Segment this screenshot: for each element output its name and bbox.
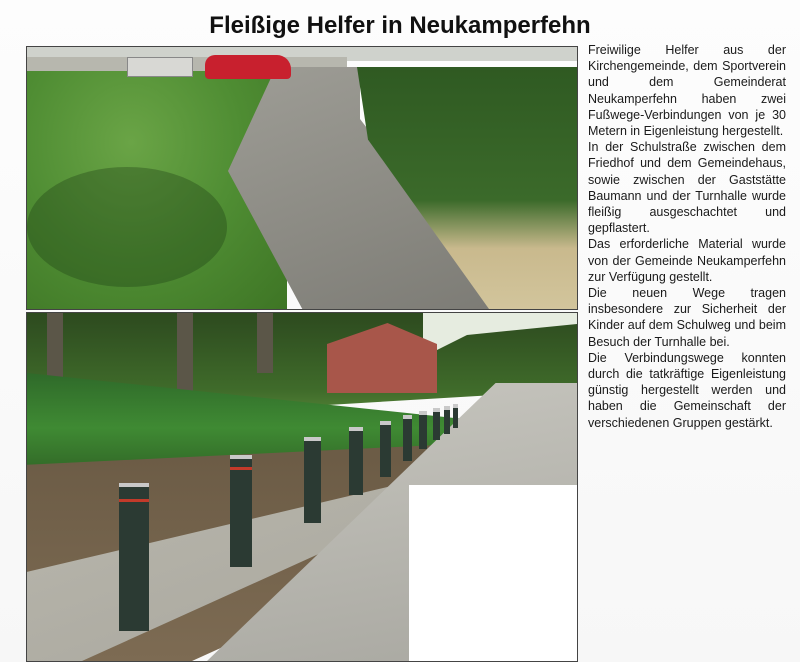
photo-footpath-lawn [26, 46, 578, 310]
trailer-shape [127, 57, 193, 77]
photo-bollards-path [26, 312, 578, 662]
red-car-shape [205, 55, 291, 79]
bollard [349, 427, 363, 495]
bollard [419, 411, 427, 449]
bollard [119, 483, 149, 631]
bollard [453, 404, 458, 428]
bollard [403, 415, 412, 461]
article-headline: Fleißige Helfer in Neukamperfehn [209, 12, 591, 39]
bollard [380, 421, 391, 477]
bollard [444, 406, 450, 434]
article-paragraph: Die Verbindungswege konnten durch die tatkräftige Eigenleistung günstig hergestellt werden und haben die Gemeinschaft der verschiedenen Gruppen gestärkt. [588, 350, 786, 430]
bollard [230, 455, 252, 567]
blank-area [409, 485, 578, 662]
bollard [433, 408, 440, 440]
bollard [304, 437, 321, 523]
article-paragraph: Freiwilige Helfer aus der Kirchengemeinde, dem Sportverein und dem Gemeinderat Neukamperfehn haben zwei Fußwege-Verbindungen von je 30 Metern in Eigenleistung hergestellt. [588, 43, 786, 139]
article-paragraph: In der Schulstraße zwischen dem Friedhof und dem Gemeindehaus, sowie zwischen der Gaststätte Baumann und der Turnhalle wurde fleißig ausgeschachtet und gepflastert. [588, 140, 786, 236]
article-paragraph: Die neuen Wege tragen insbesondere zur Sicherheit der Kinder auf dem Schulweg und beim Besuch der Turnhalle bei. [588, 286, 786, 349]
article-body [588, 42, 786, 431]
article-paragraph: Das erforderliche Material wurde von der Gemeinde Neukamperfehn zur Verfügung gestellt. [588, 237, 786, 284]
